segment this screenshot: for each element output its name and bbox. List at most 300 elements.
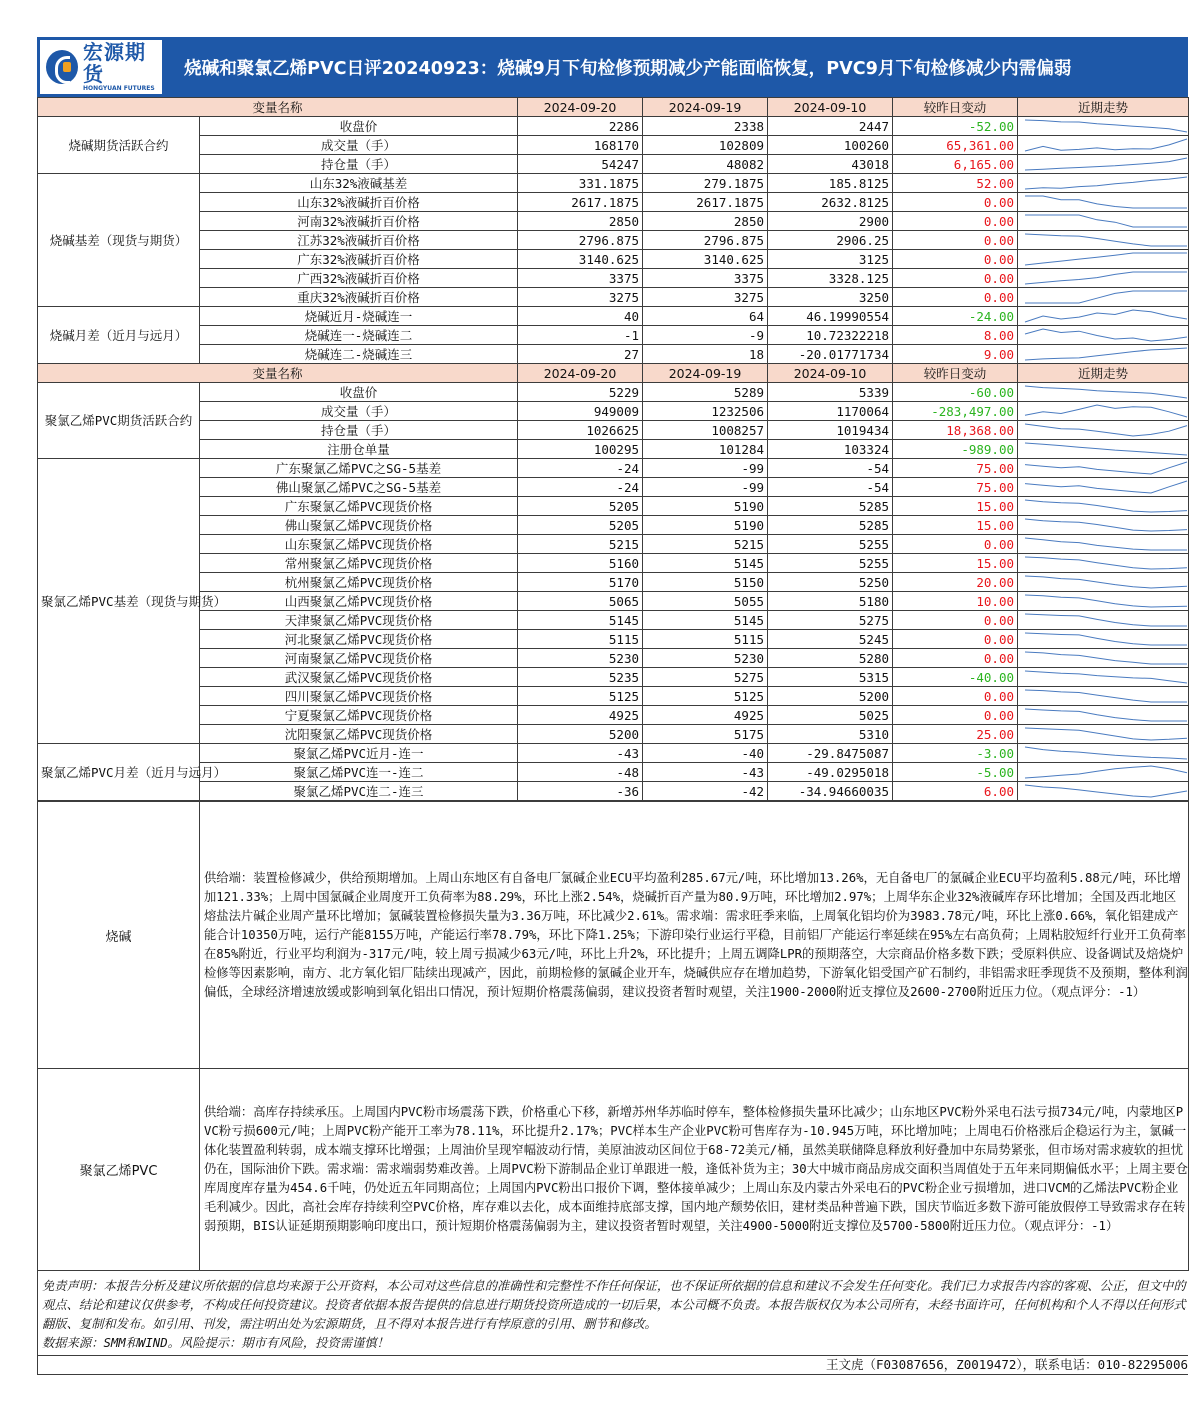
- variable-name: 江苏32%液碱折百价格: [200, 231, 518, 250]
- value-date-1: -24: [518, 478, 643, 497]
- change-value: 0.00: [893, 706, 1018, 725]
- sparkline-cell: [1018, 459, 1189, 478]
- variable-name: 烧碱近月-烧碱连一: [200, 307, 518, 326]
- value-date-1: 40: [518, 307, 643, 326]
- sparkline-series: [1025, 614, 1187, 626]
- value-date-3: 100260: [768, 136, 893, 155]
- commentary-row-caustic: [38, 802, 1189, 1069]
- change-value: 65,361.00: [893, 136, 1018, 155]
- sparkline: [1021, 345, 1191, 363]
- sparkline: [1021, 478, 1191, 496]
- value-date-2: 101284: [643, 440, 768, 459]
- value-date-3: 5339: [768, 383, 893, 402]
- value-date-3: 5025: [768, 706, 893, 725]
- sparkline: [1021, 193, 1191, 211]
- change-value: 0.00: [893, 649, 1018, 668]
- sparkline-series: [1025, 481, 1187, 493]
- variable-name: 山东32%液碱折百价格: [200, 193, 518, 212]
- logo-en-text: HONGYUAN FUTURES: [82, 85, 155, 92]
- variable-name: 河南聚氯乙烯PVC现货价格: [200, 649, 518, 668]
- value-date-1: 168170: [518, 136, 643, 155]
- sparkline: [1021, 554, 1191, 572]
- header-date-1: 2024-09-20: [518, 98, 643, 117]
- report-sheet: [37, 37, 1188, 1375]
- change-value: 0.00: [893, 269, 1018, 288]
- value-date-3: -29.8475087: [768, 744, 893, 763]
- sparkline-cell: [1018, 250, 1189, 269]
- sparkline: [1021, 212, 1191, 230]
- variable-name: 聚氯乙烯PVC近月-连一: [200, 744, 518, 763]
- change-value: 25.00: [893, 725, 1018, 744]
- sparkline-cell: [1018, 269, 1189, 288]
- change-value: 8.00: [893, 326, 1018, 345]
- value-date-2: 2617.1875: [643, 193, 768, 212]
- header-date-3: 2024-09-10: [768, 98, 893, 117]
- change-value: -3.00: [893, 744, 1018, 763]
- report-banner: [37, 37, 1188, 97]
- variable-name: 佛山聚氯乙烯PVC之SG-5基差: [200, 478, 518, 497]
- change-value: -989.00: [893, 440, 1018, 459]
- sparkline: [1021, 402, 1191, 420]
- commentary-text: 供给端：装置检修减少，供给预期增加。上周山东地区有自备电厂氯碱企业ECU平均盈利285.67元/吨，环比增加13.26%，无自备电厂的氯碱企业ECU平均盈利5.88元/吨，环比增加121.33%；上周中国氯碱企业周度开工负荷率为88.29%，环比上涨2.54%，烧碱折百产量为80.9万吨，环比增加2.97%；上周华东企业32%液碱库存环比增加；全国及西北地区熔盐法片碱企业周产量环比增加；氯碱装置检修损失量为3.36万吨，环比减少2.61%。需求端：需求旺季来临，上周氧化铝均价为3983.78元/吨，环比上涨0.66%，氧化铝建成产能合计10350万吨，运行产能8155万吨，产能运行率78.79%，环比下降1.25%；下游印染行业运行平稳，目前铝厂产能运行率延续在95%左右高负荷；上周粘胶短纤行业开工负荷率在85%附近，行业平均利润为-317元/吨，较上周亏损减少63元/吨，环比上升2%，环比提升；上周五调降LPR的预期落空，大宗商品价格多数下跌；受原料供应、设备调试及焙烧炉检修等因素影响，南方、北方氧化铝厂陆续出现减产，因此，前期检修的氯碱企业开车，烧碱供应存在增加趋势，下游氧化铝受国产矿石制约，非铝需求旺季现货不及预期，整体利润偏低，全球经济增速放缓或影响到氧化铝出口情况，预计短期价格震荡偏弱，建议投资者暂时观望，关注1900-2000附近支撑位及2600-2700附近压力位。（观点评分：-1）: [200, 802, 1189, 1069]
- variable-name: 持仓量（手）: [200, 155, 518, 174]
- sparkline-cell: [1018, 497, 1189, 516]
- logo-cn-text: 宏源期货: [82, 40, 146, 86]
- value-date-3: -49.0295018: [768, 763, 893, 782]
- value-date-1: 5215: [518, 535, 643, 554]
- sparkline: [1021, 611, 1191, 629]
- value-date-1: -1: [518, 326, 643, 345]
- value-date-3: 5250: [768, 573, 893, 592]
- sparkline: [1021, 687, 1191, 705]
- sparkline: [1021, 231, 1191, 249]
- table-row: [38, 421, 1189, 440]
- table-row: [38, 497, 1189, 516]
- change-value: 10.00: [893, 592, 1018, 611]
- sparkline: [1021, 136, 1191, 154]
- value-date-1: -48: [518, 763, 643, 782]
- sparkline-cell: [1018, 440, 1189, 459]
- variable-name: 天津聚氯乙烯PVC现货价格: [200, 611, 518, 630]
- value-date-3: 1170064: [768, 402, 893, 421]
- table-row: [38, 193, 1189, 212]
- value-date-2: 2338: [643, 117, 768, 136]
- value-date-3: 103324: [768, 440, 893, 459]
- author-contact: 王文虎（F03087656，Z0019472），联系电话：010-82295006: [37, 1356, 1188, 1375]
- value-date-3: 2632.8125: [768, 193, 893, 212]
- value-date-2: -99: [643, 459, 768, 478]
- sparkline-cell: [1018, 706, 1189, 725]
- sparkline-cell: [1018, 326, 1189, 345]
- value-date-3: 5255: [768, 554, 893, 573]
- value-date-3: 2447: [768, 117, 893, 136]
- sparkline-series: [1025, 215, 1187, 227]
- change-value: 0.00: [893, 687, 1018, 706]
- value-date-1: 1026625: [518, 421, 643, 440]
- variable-name: 常州聚氯乙烯PVC现货价格: [200, 554, 518, 573]
- sparkline-cell: [1018, 174, 1189, 193]
- change-value: 52.00: [893, 174, 1018, 193]
- change-value: 6.00: [893, 782, 1018, 801]
- value-date-2: 5055: [643, 592, 768, 611]
- table-row: [38, 687, 1189, 706]
- variable-name: 广东聚氯乙烯PVC现货价格: [200, 497, 518, 516]
- variable-name: 武汉聚氯乙烯PVC现货价格: [200, 668, 518, 687]
- table-row: [38, 706, 1189, 725]
- value-date-3: 5285: [768, 497, 893, 516]
- table-row: [38, 136, 1189, 155]
- value-date-2: 5275: [643, 668, 768, 687]
- group-label: 聚氯乙烯PVC基差（现货与期货）: [38, 459, 200, 744]
- sparkline-series: [1025, 158, 1187, 170]
- variable-name: 烧碱连二-烧碱连三: [200, 345, 518, 364]
- sparkline-cell: [1018, 193, 1189, 212]
- sparkline-series: [1025, 329, 1187, 341]
- variable-name: 持仓量（手）: [200, 421, 518, 440]
- sparkline-series: [1025, 253, 1187, 265]
- column-header-row: [38, 98, 1189, 117]
- value-date-3: 5200: [768, 687, 893, 706]
- sparkline-series: [1025, 443, 1187, 455]
- data-source-text: 数据来源：SMM和WIND。风险提示：期市有风险，投资需谨慎！: [42, 1336, 389, 1350]
- table-row: [38, 212, 1189, 231]
- value-date-2: 5230: [643, 649, 768, 668]
- sparkline-series: [1025, 500, 1187, 512]
- sparkline-cell: [1018, 630, 1189, 649]
- value-date-3: 5180: [768, 592, 893, 611]
- disclaimer-text: 免责声明：本报告分析及建议所依据的信息均来源于公开资料，本公司对这些信息的准确性和完整性不作任何保证，也不保证所依据的信息和建议不会发生任何变化。我们已力求报告内容的客观、公正，但文中的观点、结论和建议仅供参考，不构成任何投资建议。投资者依据本报告提供的信息进行期货投资所造成的一切后果，本公司概不负责。本报告版权仅为本公司所有，未经书面许可，任何机构和个人不得以任何形式翻版、复制和发布。如引用、刊发，需注明出处为宏源期货，且不得对本报告进行有悖原意的引用、删节和修改。: [42, 1279, 1186, 1331]
- variable-name: 杭州聚氯乙烯PVC现货价格: [200, 573, 518, 592]
- sparkline: [1021, 744, 1191, 762]
- value-date-1: 5200: [518, 725, 643, 744]
- sparkline: [1021, 782, 1191, 800]
- value-date-3: 3328.125: [768, 269, 893, 288]
- change-value: 15.00: [893, 516, 1018, 535]
- value-date-3: 5310: [768, 725, 893, 744]
- sparkline-series: [1025, 348, 1187, 360]
- sparkline: [1021, 440, 1191, 458]
- sparkline-series: [1025, 272, 1187, 284]
- value-date-2: 2850: [643, 212, 768, 231]
- sparkline-cell: [1018, 649, 1189, 668]
- table-row: [38, 554, 1189, 573]
- value-date-3: 5315: [768, 668, 893, 687]
- value-date-2: 1008257: [643, 421, 768, 440]
- sparkline-cell: [1018, 307, 1189, 326]
- header-date-2: 2024-09-19: [643, 98, 768, 117]
- sparkline-series: [1025, 177, 1187, 189]
- table-row: [38, 155, 1189, 174]
- table-row: [38, 725, 1189, 744]
- sparkline-cell: [1018, 421, 1189, 440]
- value-date-1: 27: [518, 345, 643, 364]
- data-table: [37, 97, 1189, 801]
- sparkline-cell: [1018, 345, 1189, 364]
- variable-name: 重庆32%液碱折百价格: [200, 288, 518, 307]
- value-date-2: 5190: [643, 497, 768, 516]
- sparkline: [1021, 307, 1191, 325]
- table-row: [38, 573, 1189, 592]
- sparkline: [1021, 497, 1191, 515]
- value-date-2: 5115: [643, 630, 768, 649]
- value-date-2: -40: [643, 744, 768, 763]
- value-date-2: 279.1875: [643, 174, 768, 193]
- hongyuan-logo-icon: [46, 50, 78, 84]
- value-date-2: 48082: [643, 155, 768, 174]
- variable-name: 河南32%液碱折百价格: [200, 212, 518, 231]
- value-date-2: -99: [643, 478, 768, 497]
- variable-name: 成交量（手）: [200, 136, 518, 155]
- value-date-1: 949009: [518, 402, 643, 421]
- sparkline-cell: [1018, 136, 1189, 155]
- sparkline-cell: [1018, 763, 1189, 782]
- commentary-row-pvc: [38, 1069, 1189, 1271]
- value-date-3: 46.19990554: [768, 307, 893, 326]
- sparkline-cell: [1018, 611, 1189, 630]
- sparkline: [1021, 421, 1191, 439]
- commentary-label: 聚氯乙烯PVC: [38, 1069, 200, 1271]
- table-row: [38, 269, 1189, 288]
- change-value: 6,165.00: [893, 155, 1018, 174]
- change-value: 20.00: [893, 573, 1018, 592]
- change-value: 0.00: [893, 193, 1018, 212]
- sparkline-cell: [1018, 535, 1189, 554]
- value-date-3: 5245: [768, 630, 893, 649]
- value-date-2: 5215: [643, 535, 768, 554]
- sparkline-cell: [1018, 782, 1189, 801]
- table-row: [38, 117, 1189, 136]
- sparkline-series: [1025, 405, 1187, 417]
- sparkline-series: [1025, 690, 1187, 702]
- sparkline-series: [1025, 785, 1187, 797]
- sparkline: [1021, 668, 1191, 686]
- sparkline-series: [1025, 595, 1187, 607]
- value-date-2: 5190: [643, 516, 768, 535]
- sparkline-series: [1025, 766, 1187, 778]
- sparkline: [1021, 155, 1191, 173]
- header-date-2: 2024-09-19: [643, 364, 768, 383]
- change-value: -283,497.00: [893, 402, 1018, 421]
- variable-name: 烧碱连一-烧碱连二: [200, 326, 518, 345]
- sparkline-cell: [1018, 383, 1189, 402]
- change-value: 0.00: [893, 250, 1018, 269]
- variable-name: 成交量（手）: [200, 402, 518, 421]
- header-date-3: 2024-09-10: [768, 364, 893, 383]
- company-logo: [40, 40, 162, 94]
- sparkline-cell: [1018, 516, 1189, 535]
- variable-name: 收盘价: [200, 117, 518, 136]
- sparkline-series: [1025, 234, 1187, 246]
- value-date-1: -43: [518, 744, 643, 763]
- header-change: 较昨日变动: [893, 364, 1018, 383]
- value-date-1: 5230: [518, 649, 643, 668]
- value-date-1: -36: [518, 782, 643, 801]
- sparkline: [1021, 573, 1191, 591]
- sparkline: [1021, 269, 1191, 287]
- value-date-1: 5170: [518, 573, 643, 592]
- sparkline-series: [1025, 310, 1187, 322]
- value-date-1: 5065: [518, 592, 643, 611]
- value-date-2: -9: [643, 326, 768, 345]
- sparkline-series: [1025, 652, 1187, 664]
- group-label: 烧碱期货活跃合约: [38, 117, 200, 174]
- table-row: [38, 516, 1189, 535]
- value-date-2: 5289: [643, 383, 768, 402]
- sparkline-cell: [1018, 212, 1189, 231]
- value-date-3: 5275: [768, 611, 893, 630]
- commentary-table: [37, 801, 1189, 1271]
- value-date-3: 185.8125: [768, 174, 893, 193]
- header-change: 较昨日变动: [893, 98, 1018, 117]
- sparkline-cell: [1018, 554, 1189, 573]
- table-row: [38, 250, 1189, 269]
- sparkline-series: [1025, 709, 1187, 721]
- sparkline-cell: [1018, 725, 1189, 744]
- sparkline: [1021, 117, 1191, 135]
- group-label: 烧碱基差（现货与期货）: [38, 174, 200, 307]
- sparkline-series: [1025, 728, 1187, 740]
- sparkline: [1021, 535, 1191, 553]
- commentary-label: 烧碱: [38, 802, 200, 1069]
- table-row: [38, 649, 1189, 668]
- header-date-1: 2024-09-20: [518, 364, 643, 383]
- sparkline: [1021, 592, 1191, 610]
- header-trend: 近期走势: [1018, 98, 1189, 117]
- sparkline-cell: [1018, 478, 1189, 497]
- value-date-1: 5160: [518, 554, 643, 573]
- disclaimer: [37, 1271, 1188, 1356]
- value-date-1: 54247: [518, 155, 643, 174]
- sparkline-series: [1025, 557, 1187, 569]
- value-date-3: 3125: [768, 250, 893, 269]
- header-var-name: 变量名称: [38, 98, 518, 117]
- sparkline: [1021, 725, 1191, 743]
- sparkline-series: [1025, 576, 1187, 588]
- sparkline-series: [1025, 196, 1187, 208]
- value-date-2: -42: [643, 782, 768, 801]
- variable-name: 聚氯乙烯PVC连二-连三: [200, 782, 518, 801]
- value-date-3: 3250: [768, 288, 893, 307]
- value-date-1: 5145: [518, 611, 643, 630]
- header-var-name: 变量名称: [38, 364, 518, 383]
- value-date-3: 5285: [768, 516, 893, 535]
- table-row: [38, 611, 1189, 630]
- variable-name: 注册仓单量: [200, 440, 518, 459]
- sparkline-cell: [1018, 402, 1189, 421]
- value-date-3: -54: [768, 459, 893, 478]
- table-row: [38, 383, 1189, 402]
- sparkline-cell: [1018, 592, 1189, 611]
- table-row: [38, 535, 1189, 554]
- variable-name: 收盘价: [200, 383, 518, 402]
- sparkline: [1021, 174, 1191, 192]
- sparkline-series: [1025, 633, 1187, 645]
- value-date-2: 5150: [643, 573, 768, 592]
- table-row: [38, 307, 1189, 326]
- variable-name: 山东聚氯乙烯PVC现货价格: [200, 535, 518, 554]
- sparkline: [1021, 649, 1191, 667]
- value-date-2: 64: [643, 307, 768, 326]
- variable-name: 沈阳聚氯乙烯PVC现货价格: [200, 725, 518, 744]
- value-date-2: 3140.625: [643, 250, 768, 269]
- sparkline: [1021, 706, 1191, 724]
- change-value: -24.00: [893, 307, 1018, 326]
- value-date-3: -34.94660035: [768, 782, 893, 801]
- sparkline-series: [1025, 291, 1187, 303]
- value-date-1: 5229: [518, 383, 643, 402]
- table-row: [38, 478, 1189, 497]
- report-title: 烧碱和聚氯乙烯PVC日评20240923：烧碱9月下旬检修预期减少产能面临恢复，PVC9月下旬检修减少内需偏弱: [184, 58, 1072, 79]
- value-date-3: 2906.25: [768, 231, 893, 250]
- change-value: 0.00: [893, 630, 1018, 649]
- value-date-1: 100295: [518, 440, 643, 459]
- value-date-1: 5205: [518, 516, 643, 535]
- change-value: 75.00: [893, 459, 1018, 478]
- change-value: 9.00: [893, 345, 1018, 364]
- sparkline-series: [1025, 747, 1187, 759]
- table-row: [38, 744, 1189, 763]
- sparkline-series: [1025, 671, 1187, 683]
- value-date-2: 5175: [643, 725, 768, 744]
- table-row: [38, 345, 1189, 364]
- value-date-3: 2900: [768, 212, 893, 231]
- value-date-1: 2850: [518, 212, 643, 231]
- change-value: 15.00: [893, 497, 1018, 516]
- value-date-1: 2617.1875: [518, 193, 643, 212]
- change-value: 75.00: [893, 478, 1018, 497]
- value-date-2: 3275: [643, 288, 768, 307]
- sparkline-cell: [1018, 288, 1189, 307]
- value-date-3: -54: [768, 478, 893, 497]
- variable-name: 广东聚氯乙烯PVC之SG-5基差: [200, 459, 518, 478]
- change-value: 15.00: [893, 554, 1018, 573]
- sparkline-series: [1025, 386, 1187, 398]
- header-trend: 近期走势: [1018, 364, 1189, 383]
- change-value: -40.00: [893, 668, 1018, 687]
- value-date-2: 102809: [643, 136, 768, 155]
- variable-name: 山东32%液碱基差: [200, 174, 518, 193]
- value-date-1: 4925: [518, 706, 643, 725]
- sparkline-cell: [1018, 117, 1189, 136]
- table-row: [38, 782, 1189, 801]
- table-row: [38, 440, 1189, 459]
- sparkline: [1021, 250, 1191, 268]
- sparkline-cell: [1018, 744, 1189, 763]
- value-date-3: 43018: [768, 155, 893, 174]
- change-value: 0.00: [893, 288, 1018, 307]
- change-value: -5.00: [893, 763, 1018, 782]
- value-date-1: 5125: [518, 687, 643, 706]
- group-label: 烧碱月差（近月与远月）: [38, 307, 200, 364]
- value-date-3: -20.01771734: [768, 345, 893, 364]
- variable-name: 山西聚氯乙烯PVC现货价格: [200, 592, 518, 611]
- value-date-1: 5205: [518, 497, 643, 516]
- sparkline: [1021, 516, 1191, 534]
- table-row: [38, 174, 1189, 193]
- value-date-2: -43: [643, 763, 768, 782]
- commentary-text: 供给端：高库存持续承压。上周国内PVC粉市场震荡下跌，价格重心下移，新增苏州华苏临时停车，整体检修损失量环比减少；山东地区PVC粉外采电石法亏损734元/吨，内蒙地区PVC粉亏损600元/吨；上周PVC粉产能开工率为78.11%，环比提升2.17%；PVC样本生产企业PVC粉可售库存为-10.945万吨，环比增加吨；上周电石价格涨后企稳运行为主，氯碱一体化装置盈利转弱，成本端支撑环比增强；上周油价呈现窄幅波动行情，美原油波动区间位于68-72美元/桶，虽然美联储降息释放利好叠加中东局势紧张，但市场对需求疲软的担忧仍在，国际油价下跌。需求端：需求端弱势难改善。上周PVC粉下游制品企业订单跟进一般，逢低补货为主；30大中城市商品房成交面积当周值处于五年来同期偏低水平；上周主要仓库周度库存量为454.6千吨，仍处近五年同期高位；上周国内PVC粉出口报价下调，整体接单减少；上周山东及内蒙古外采电石的PVC粉企业亏损增加，进口VCM的乙烯法PVC粉企业毛利减少。因此，高社会库存持续利空PVC价格，库存难以去化，成本面维持底部支撑，国内地产颓势依旧，建材类品种普遍下跌，国庆节临近多数下游可能放假停工导致需求存在转弱预期，BIS认证延期预期影响印度出口，预计短期价格震荡偏弱为主，建议投资者暂时观望，关注4900-5000附近支撑位及5700-5800附近压力位。（观点评分：-1）: [200, 1069, 1189, 1271]
- variable-name: 广东32%液碱折百价格: [200, 250, 518, 269]
- value-date-1: 3375: [518, 269, 643, 288]
- value-date-1: 5235: [518, 668, 643, 687]
- value-date-2: 4925: [643, 706, 768, 725]
- value-date-3: 1019434: [768, 421, 893, 440]
- value-date-2: 3375: [643, 269, 768, 288]
- group-label: 聚氯乙烯PVC期货活跃合约: [38, 383, 200, 459]
- sparkline: [1021, 630, 1191, 648]
- value-date-1: 2796.875: [518, 231, 643, 250]
- value-date-1: 2286: [518, 117, 643, 136]
